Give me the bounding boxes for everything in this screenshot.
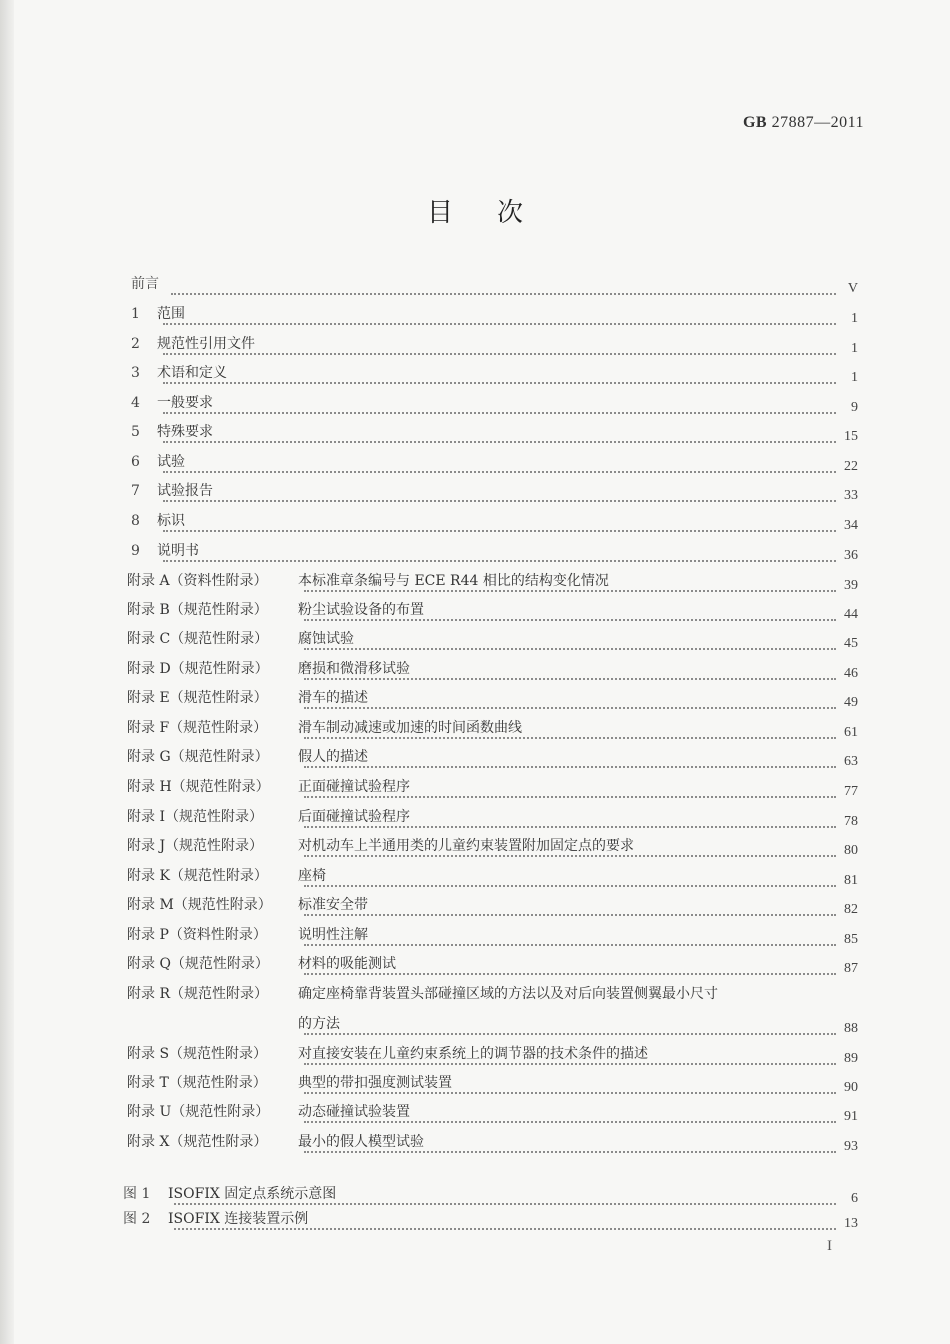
toc-entry-number: 2: [131, 336, 140, 352]
toc-entry-number: 附录 X（规范性附录）: [127, 1134, 268, 1150]
dot-leader: [163, 516, 836, 532]
toc-entry-number: 附录 E（规范性附录）: [127, 690, 268, 706]
dot-leader: [163, 457, 836, 473]
toc-entry[interactable]: [0, 540, 950, 562]
toc-entry-page: 22: [844, 459, 858, 474]
toc-entry-number: 附录 I（规范性附录）: [127, 809, 263, 825]
toc-entry-number: 附录 U（规范性附录）: [127, 1104, 270, 1120]
doc-number: 27887—2011: [771, 114, 864, 131]
toc-entry-number: 4: [131, 395, 140, 411]
toc-entry-page: 77: [844, 784, 858, 799]
toc-entry-title: 本标准章条编号与 ECE R44 相比的结构变化情况: [298, 573, 609, 589]
toc-entry-title: 一般要求: [157, 395, 213, 411]
dot-leader: [304, 1019, 836, 1035]
toc-entry-page: V: [847, 281, 858, 296]
toc-entry-number: 附录 F（规范性附录）: [127, 720, 268, 736]
toc-entry[interactable]: [0, 273, 950, 295]
toc-entry[interactable]: [0, 1208, 950, 1230]
toc-entry[interactable]: [0, 835, 950, 857]
toc-entry-page: 93: [844, 1139, 858, 1154]
document-id: [743, 114, 864, 132]
toc-entry[interactable]: [0, 717, 950, 739]
toc-entry-number: 图 1: [123, 1186, 151, 1202]
dot-leader: [304, 1078, 836, 1094]
toc-entry[interactable]: [0, 303, 950, 325]
toc-entry-page: 6: [851, 1191, 858, 1206]
dot-leader: [171, 279, 836, 295]
toc-entry-number: 附录 H（规范性附录）: [127, 779, 270, 795]
dot-leader: [304, 812, 836, 828]
toc-entry-title: 粉尘试验设备的布置: [298, 602, 424, 618]
toc-entry-title: 特殊要求: [157, 424, 213, 440]
toc-entry[interactable]: [0, 510, 950, 532]
toc-entry-number: 附录 G（规范性附录）: [127, 749, 269, 765]
toc-entry-number: 附录 M（规范性附录）: [127, 897, 272, 913]
toc-entry[interactable]: [0, 333, 950, 355]
dot-leader: [304, 723, 836, 739]
toc-entry[interactable]: [0, 362, 950, 384]
toc-entry-page: 82: [844, 902, 858, 917]
toc-entry-number: 8: [131, 513, 140, 529]
toc-entry[interactable]: [0, 1101, 950, 1123]
toc-entry-title: 对直接安装在儿童约束系统上的调节器的技术条件的描述: [298, 1046, 648, 1062]
dot-leader: [174, 1214, 836, 1230]
toc-entry-page: 39: [844, 578, 858, 593]
toc-entry-number: 附录 P（资料性附录）: [127, 927, 267, 943]
dot-leader: [304, 664, 836, 680]
dot-leader: [304, 1137, 836, 1153]
toc-entry[interactable]: [0, 865, 950, 887]
toc-entry[interactable]: [0, 1131, 950, 1153]
toc-entry-number: 附录 B（规范性附录）: [127, 602, 268, 618]
toc-entry-title: ISOFIX 连接装置示例: [168, 1211, 309, 1227]
toc-entry-page: 33: [844, 488, 858, 503]
toc-entry-page: 61: [844, 725, 858, 740]
toc-entry-number: 附录 S（规范性附录）: [127, 1046, 268, 1062]
toc-entry[interactable]: [0, 421, 950, 443]
dot-leader: [163, 546, 836, 562]
toc-entry-page: 13: [844, 1216, 858, 1231]
toc-entry-page: 88: [844, 1021, 858, 1036]
dot-leader: [174, 1189, 836, 1205]
dot-leader: [163, 339, 836, 355]
toc-entry-page: 78: [844, 814, 858, 829]
toc-entry[interactable]: [0, 1043, 950, 1065]
toc-entry-page: 34: [844, 518, 858, 533]
toc-entry[interactable]: [0, 480, 950, 502]
toc-entry[interactable]: [0, 1013, 950, 1035]
toc-entry-title: 术语和定义: [157, 365, 227, 381]
toc-entry-title: 正面碰撞试验程序: [298, 779, 410, 795]
dot-leader: [163, 398, 836, 414]
toc-entry-title: 试验: [157, 454, 185, 470]
toc-entry[interactable]: [0, 599, 950, 621]
toc-entry-number: 附录 D（规范性附录）: [127, 661, 269, 677]
toc-entry-number: 附录 Q（规范性附录）: [127, 956, 269, 972]
toc-entry[interactable]: [0, 806, 950, 828]
toc-entry[interactable]: [0, 658, 950, 680]
toc-entry[interactable]: [0, 894, 950, 916]
toc-entry-number: 附录 J（规范性附录）: [127, 838, 264, 854]
toc-entry-page: 81: [844, 873, 858, 888]
toc-entry-title: 典型的带扣强度测试装置: [298, 1075, 452, 1091]
toc-entry-number: 6: [131, 454, 140, 470]
toc-entry-number: 3: [131, 365, 140, 381]
toc-entry-page: 85: [844, 932, 858, 947]
toc-entry-title: 确定座椅靠背装置头部碰撞区域的方法以及对后向装置侧翼最小尺寸: [298, 986, 718, 1002]
toc-entry-page: 44: [844, 607, 858, 622]
toc-entry-title: 最小的假人模型试验: [298, 1134, 424, 1150]
toc-entry-page: 91: [844, 1109, 858, 1124]
toc-entry-page: 89: [844, 1051, 858, 1066]
toc-entry-title: 的方法: [298, 1016, 340, 1032]
toc-entry[interactable]: [0, 776, 950, 798]
toc-entry-page: 63: [844, 754, 858, 769]
toc-entry-number: 7: [131, 483, 140, 499]
dot-leader: [304, 871, 836, 887]
toc-entry-number: 附录 T（规范性附录）: [127, 1075, 267, 1091]
toc-entry-page: 9: [851, 400, 858, 415]
toc-entry-number: 1: [131, 306, 140, 322]
toc-entry-page: 80: [844, 843, 858, 858]
page-folio: I: [827, 1238, 832, 1254]
toc-entry-number: 附录 K（规范性附录）: [127, 868, 268, 884]
toc-entry-page: 45: [844, 636, 858, 651]
toc-entry[interactable]: [0, 953, 950, 975]
toc-entry[interactable]: [0, 628, 950, 650]
doc-prefix: GB: [742, 114, 768, 131]
toc-entry-title: 说明性注解: [298, 927, 368, 943]
toc-entry-page: 1: [851, 341, 858, 356]
toc-entry-page: 90: [844, 1080, 858, 1095]
toc-entry-page: 87: [844, 961, 858, 976]
toc-entry-title: 滑车的描述: [298, 690, 368, 706]
dot-leader: [304, 605, 836, 621]
toc-entry-title: ISOFIX 固定点系统示意图: [168, 1186, 337, 1202]
toc-entry-title: 腐蚀试验: [298, 631, 354, 647]
toc-entry[interactable]: [0, 570, 950, 592]
toc-entry[interactable]: [0, 687, 950, 709]
toc-entry-title: 范围: [157, 306, 185, 322]
toc-entry-number: 前言: [131, 276, 159, 292]
toc-entry-number: 图 2: [123, 1211, 151, 1227]
toc-entry-title: 动态碰撞试验装置: [298, 1104, 410, 1120]
toc-entry-title: 说明书: [157, 543, 199, 559]
toc-entry[interactable]: [0, 924, 950, 946]
dot-leader: [304, 693, 836, 709]
dot-leader: [304, 752, 836, 768]
toc-entry[interactable]: [0, 451, 950, 473]
dot-leader: [163, 486, 836, 502]
dot-leader: [304, 841, 836, 857]
toc-entry-title: 磨损和微滑移试验: [298, 661, 410, 677]
toc-entry[interactable]: [0, 1072, 950, 1094]
toc-entry-page: 36: [844, 548, 858, 563]
toc-entry-number: 附录 R（规范性附录）: [127, 986, 268, 1002]
toc-entry-number: 附录 A（资料性附录）: [127, 573, 268, 589]
toc-entry-title: 滑车制动减速或加速的时间函数曲线: [298, 720, 522, 736]
dot-leader: [304, 576, 836, 592]
toc-entry-page: 49: [844, 695, 858, 710]
toc-entry-title: 标准安全带: [298, 897, 368, 913]
toc-entry-title: 对机动车上半通用类的儿童约束装置附加固定点的要求: [298, 838, 634, 854]
toc-entry-number: 5: [131, 424, 140, 440]
dot-leader: [304, 930, 836, 946]
dot-leader: [304, 1107, 836, 1123]
toc-entry-page: 1: [851, 370, 858, 385]
toc-entry[interactable]: [0, 392, 950, 414]
toc-entry-title: 后面碰撞试验程序: [298, 809, 410, 825]
dot-leader: [304, 900, 836, 916]
toc-entry-title: 假人的描述: [298, 749, 368, 765]
toc-entry-title: 材料的吸能测试: [298, 956, 396, 972]
toc-entry-title: 规范性引用文件: [157, 336, 255, 352]
toc-entry-page: 15: [844, 429, 858, 444]
toc-entry-title: 标识: [157, 513, 185, 529]
toc-entry-title: 座椅: [298, 868, 326, 884]
toc-entry-title: 试验报告: [157, 483, 213, 499]
toc-entry[interactable]: [0, 1183, 950, 1205]
toc-entry[interactable]: [0, 746, 950, 768]
dot-leader: [163, 427, 836, 443]
toc-entry-page: 1: [851, 311, 858, 326]
toc-entry[interactable]: [0, 983, 950, 1005]
dot-leader: [304, 634, 836, 650]
page-title: 目次: [426, 198, 567, 228]
toc-entry-page: 46: [844, 666, 858, 681]
toc-entry-number: 附录 C（规范性附录）: [127, 631, 269, 647]
dot-leader: [163, 309, 836, 325]
dot-leader: [304, 1049, 836, 1065]
dot-leader: [304, 782, 836, 798]
dot-leader: [304, 959, 836, 975]
dot-leader: [163, 368, 836, 384]
toc-entry-number: 9: [131, 543, 140, 559]
